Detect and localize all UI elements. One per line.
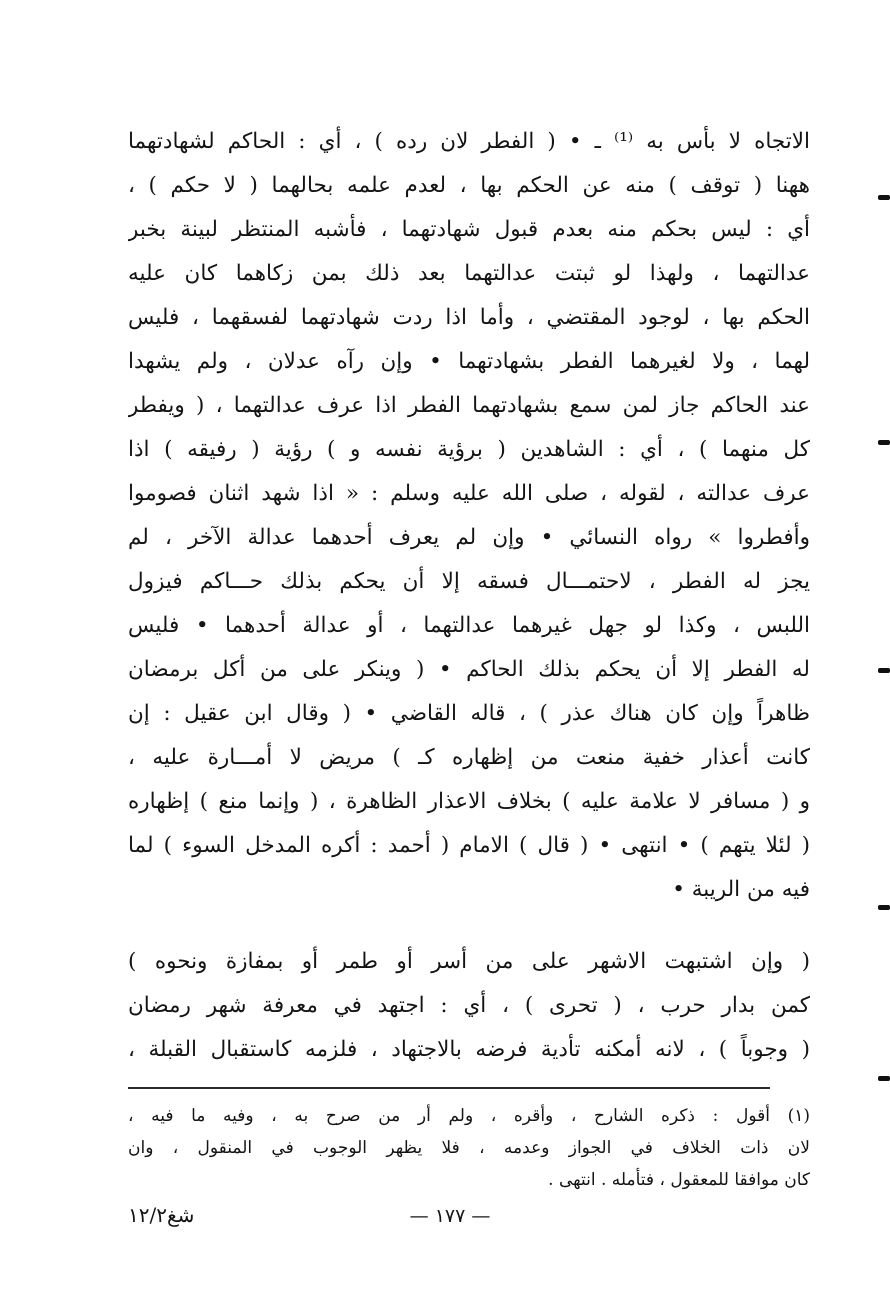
page-number: — ١٧٧ — — [409, 1205, 491, 1227]
paragraph-gap — [128, 912, 810, 940]
text-line: اللبس ، وكذا لو جهل غيرهما عدالتهما ، أو عدالة أحدهما • فليس — [128, 613, 810, 638]
margin-mark — [878, 195, 890, 200]
margin-mark — [878, 440, 890, 445]
text-line: ( لئلا يتهم ) • انتهى • ( قال ) الامام ( أحمد : أكره المدخل السوء ) لما — [128, 833, 810, 858]
text-line: له الفطر إلا أن يحكم بذلك الحاكم • ( وينكر على من أكل برمضان — [128, 657, 810, 682]
text-line: فيه من الريبة • — [672, 877, 810, 902]
text-line: لهما ، ولا لغيرهما الفطر بشهادتهما • وإن رآه عدلان ، ولم يشهدا — [128, 349, 810, 374]
text-line: عند الحاكم جاز لمن سمع بشهادتهما الفطر اذا عرف عدالتهما ، ( ويفطر — [128, 393, 810, 418]
margin-mark — [878, 905, 890, 910]
text-line: كانت أعذار خفية منعت من إظهاره كـ ) مريض لا أمـــارة عليه ، — [128, 745, 810, 770]
text-line: ( وجوباً ) ، لانه أمكنه تأدية فرضه بالاجتهاد ، فلزمه كاستقبال القبلة ، — [128, 1037, 810, 1062]
margin-mark — [878, 668, 890, 673]
text-line: وأفطروا » رواه النسائي • وإن لم يعرف أحدهما عدالة الآخر ، لم — [128, 525, 810, 550]
text-line: ههنا ( توقف ) منه عن الحكم بها ، لعدم علمه بحالهما ( لا حكم ) ، — [128, 173, 810, 198]
text-line: ( وإن اشتبهت الاشهر على من أسر أو طمر أو بمفازة ونحوه ) — [128, 949, 810, 974]
footnote-line: كان موافقا للمعقول ، فتأمله . انتهى . — [548, 1170, 810, 1190]
text-line: عدالتهما ، ولهذا لو ثبتت عدالتهما بعد ذلك بمن زكاهما كان عليه — [128, 261, 810, 286]
main-text — [128, 120, 810, 1072]
footnote-line: لان ذات الخلاف في الجواز وعدمه ، فلا يظهر الوجوب في المنقول ، وان — [128, 1138, 810, 1158]
text-line: أي : ليس بحكم منه بعدم قبول شهادتهما ، فأشبه المنتظر لبينة بخبر — [128, 217, 810, 242]
footnote-divider — [128, 1087, 770, 1089]
text-line: ظاهراً وإن كان هناك عذر ) ، قاله القاضي • ( وقال ابن عقيل : إن — [128, 701, 810, 726]
text-line: يجز له الفطر ، لاحتمـــال فسقه إلا أن يحكم بذلك حـــاكم فيزول — [128, 569, 810, 594]
footnote-line: (١) أقول : ذكره الشارح ، وأقره ، ولم أر من صرح به ، وفيه ما فيه ، — [128, 1106, 810, 1126]
text-line: كمن بدار حرب ، ( تحرى ) ، أي : اجتهد في معرفة شهر رمضان — [128, 993, 810, 1018]
text-line: عرف عدالته ، لقوله ، صلى الله عليه وسلم : « اذا شهد اثنان فصوموا — [128, 481, 810, 506]
footnote — [128, 1100, 810, 1196]
text-line: الحكم بها ، لوجود المقتضي ، وأما اذا ردت شهادتهما لفسقهما ، فليس — [128, 305, 810, 330]
text-line: و ( مسافر لا علامة عليه ) بخلاف الاعذار الظاهرة ، ( وإنما منع ) إظهاره — [128, 789, 810, 814]
margin-mark — [878, 1076, 890, 1081]
text-line: الاتجاه لا بأس به ⁽¹⁾ ـ • ( الفطر لان رده ) ، أي : الحاكم لشهادتهما — [128, 129, 810, 154]
text-line: كل منهما ) ، أي : الشاهدين ( برؤية نفسه و ) رؤية ( رفيقه ) اذا — [128, 437, 810, 462]
printer-signature: شغ١٢/٢ — [128, 1203, 195, 1227]
